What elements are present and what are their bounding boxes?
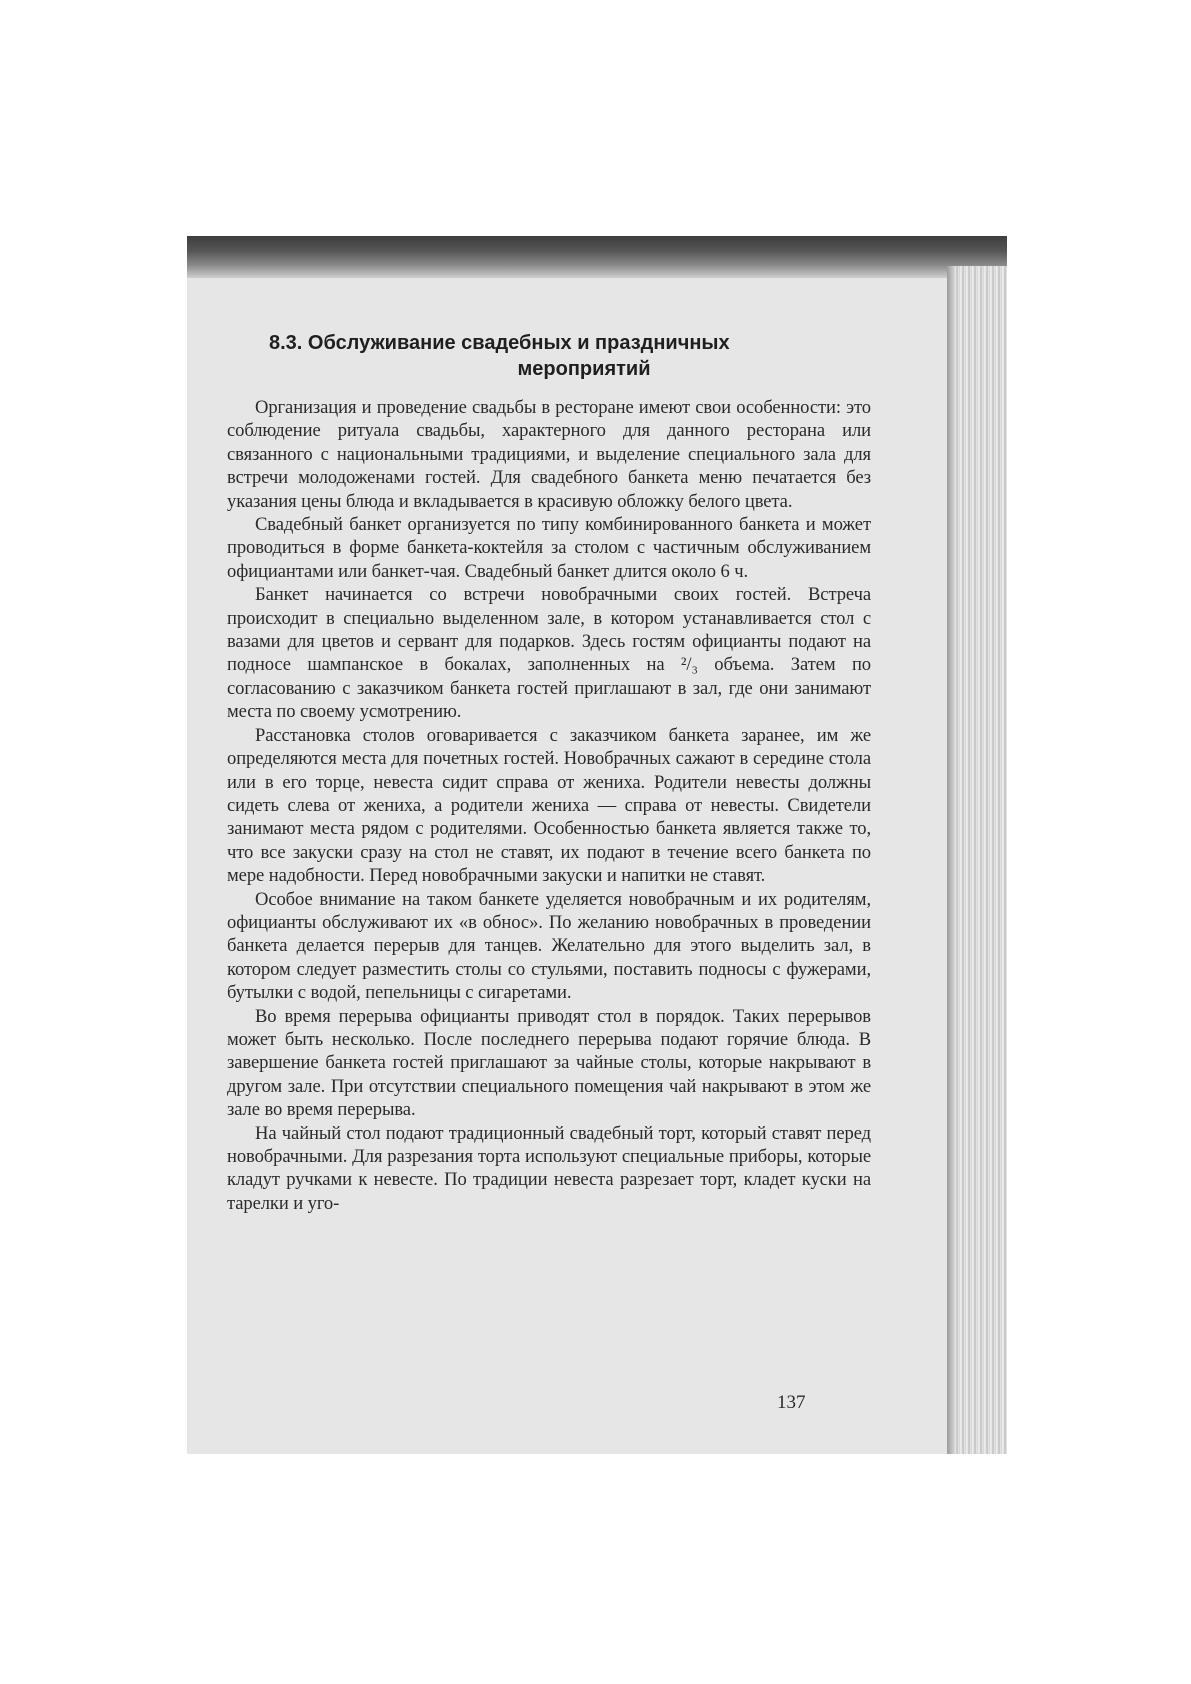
page-content (227, 330, 871, 1215)
paragraph-3: Банкет начинается со встречи новобрачными своих гостей. Встреча происходит в специально выделенном зале, в котором устанавливается стол с вазами для цветов и сервант для подарков. Здесь гостям официанты подают на подносе шампанское в бокалах, заполненных на ²/₃ объема. Затем по согласованию с заказчиком банкета гостей приглашают в зал, где они занимают места по своему усмотрению. (227, 584, 871, 723)
page-edges (947, 266, 1007, 1454)
paragraph-2: Свадебный банкет организуется по типу комбинированного банкета и может проводиться в форме банкета-коктейля за столом с частичным обслуживанием официантами или банкет-чая. Свадебный банкет длится около 6 ч. (227, 514, 871, 582)
page-number: 137 (777, 1392, 806, 1413)
paragraph-6: Во время перерыва официанты приводят стол в порядок. Таких перерывов может быть несколько. После последнего перерыва подают горячие блюда. В завершение банкета гостей приглашают за чайные столы, которые накрывают в другом зале. При отсутствии специального помещения чай накрывают в этом же зале во время перерыва. (227, 1005, 871, 1121)
paragraph-5: Особое внимание на таком банкете уделяется новобрачным и их родителям, официанты обслуживают их «в обнос». По желанию новобрачных в проведении банкета делается перерыв для танцев. Желательно для этого выделить зал, в котором следует разместить столы со стульями, поставить подносы с фужерами, бутылки с водой, пепельницы с сигаретами. (227, 888, 871, 1004)
paragraph-4: Расстановка столов оговаривается с заказчиком банкета заранее, им же определяются места для почетных гостей. Новобрачных сажают в середине стола или в его торце, невеста сидит справа от жениха. Родители невесты должны сидеть слева от жениха, а родители жениха — справа от невесты. Свидетели занимают места рядом с родителями. Особенностью банкета является также то, что все закуски сразу на стол не ставят, их подают в течение всего банкета по мере надобности. Перед новобрачными закуски и напитки не ставят. (227, 724, 871, 887)
paragraph-1: Организация и проведение свадьбы в ресторане имеют свои особенности: это соблюдение ритуала свадьбы, характерного для данного ресторана или связанного с национальными традициями, и выделение специального зала для встречи молодоженами гостей. Для свадебного банкета меню печатается без указания цены блюда и вкладывается в красивую обложку белого цвета. (227, 397, 871, 512)
section-heading-line-2: мероприятий (517, 358, 651, 380)
paragraph-7: На чайный стол подают традиционный свадебный торт, который ставят перед новобрачными. Для разрезания торта используют специальные приборы, которые кладут ручками к невесте. По традиции невеста разрезает торт, кладет куски на тарелки и уго- (227, 1122, 871, 1214)
binding-shadow (187, 236, 1007, 278)
section-heading-line-1: 8.3. Обслуживание свадебных и праздничных (269, 332, 730, 354)
scanned-page (187, 236, 1007, 1454)
section-heading (227, 330, 871, 382)
